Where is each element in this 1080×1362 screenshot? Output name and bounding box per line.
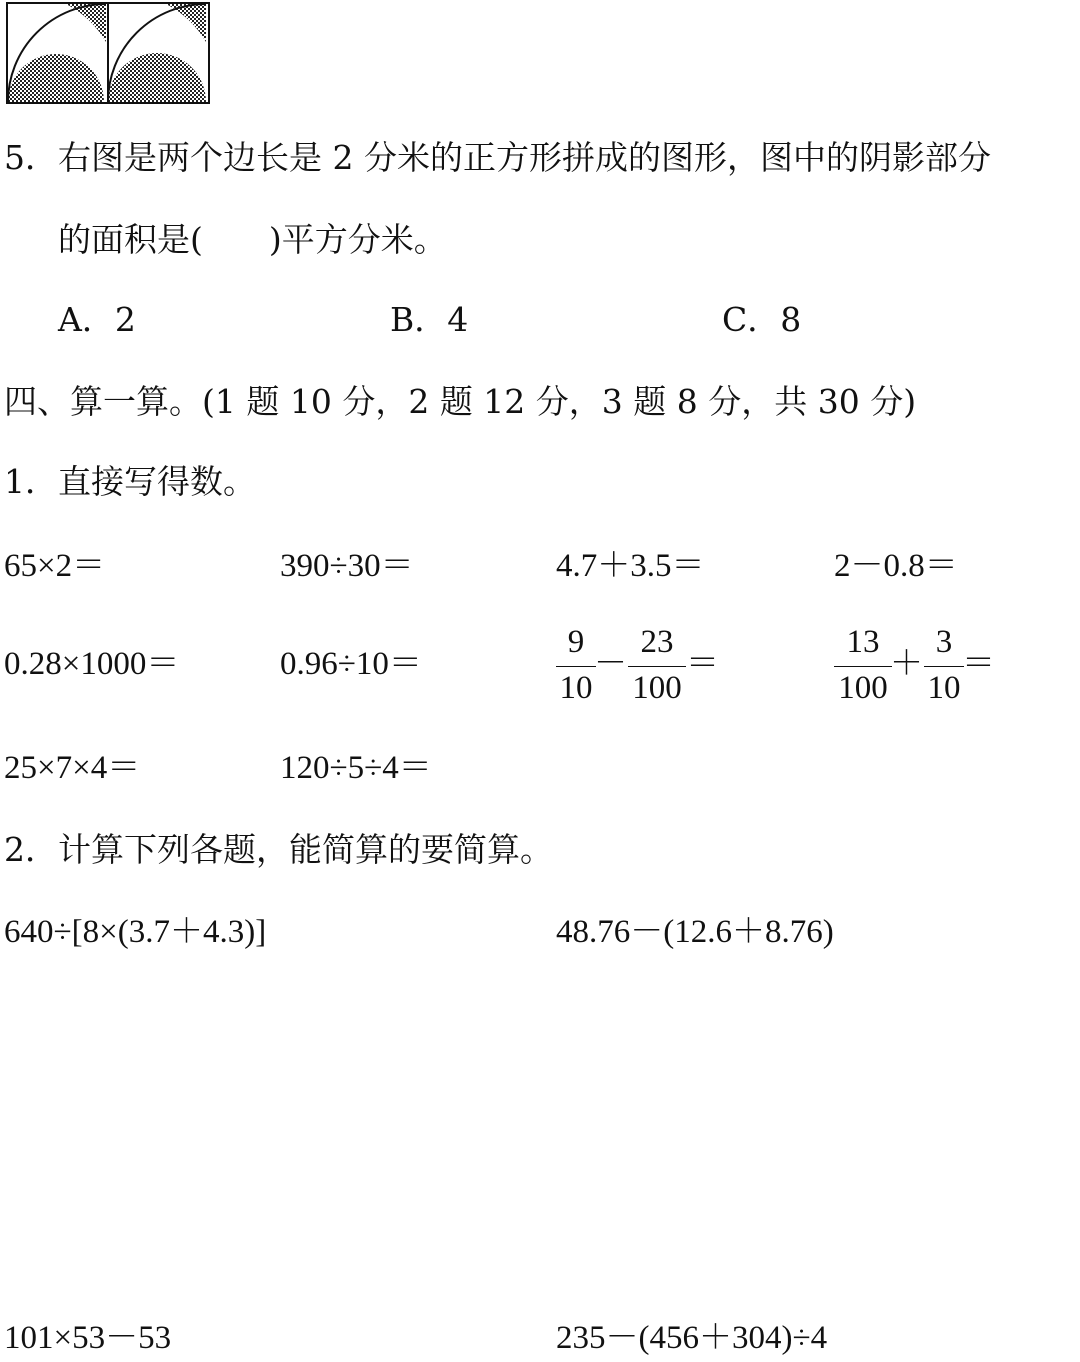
calc-3-1: 25×7×4＝ — [4, 750, 141, 786]
denominator: 10 — [559, 670, 593, 706]
plus-sign: ＋ — [890, 646, 923, 682]
q5-option-b: B．4 — [390, 300, 469, 339]
equals-sign: ＝ — [686, 646, 719, 682]
part-1-title: 1．直接写得数。 — [4, 462, 256, 501]
fraction-3-10 — [924, 624, 964, 714]
denominator: 100 — [838, 670, 888, 706]
denominator: 10 — [927, 670, 961, 706]
numerator: 23 — [640, 624, 674, 660]
expr-1: 640÷[8×(3.7＋4.3)] — [4, 914, 267, 950]
numerator: 3 — [935, 624, 953, 660]
expr-4: 235－(456＋304)÷4 — [556, 1320, 828, 1356]
numerator: 9 — [567, 624, 585, 660]
calc-1-4: 2－0.8＝ — [834, 548, 958, 584]
calc-2-2: 0.96÷10＝ — [280, 646, 422, 682]
calc-2-1: 0.28×1000＝ — [4, 646, 180, 682]
fraction-bar — [834, 666, 892, 667]
equals-sign: ＝ — [962, 646, 995, 682]
minus-sign: － — [594, 646, 627, 682]
calc-3-2: 120÷5÷4＝ — [280, 750, 432, 786]
q5-option-c: C．8 — [722, 300, 802, 339]
calc-1-2: 390÷30＝ — [280, 548, 414, 584]
q5-line2: 的面积是( )平方分米。 — [58, 220, 447, 259]
shaded-region-left — [8, 4, 106, 102]
fraction-9-10 — [556, 624, 596, 714]
fraction-bar — [924, 666, 964, 667]
fraction-23-100 — [628, 624, 686, 714]
denominator: 100 — [632, 670, 682, 706]
expr-3: 101×53－53 — [4, 1320, 172, 1356]
q5-line1: 5．右图是两个边长是 2 分米的正方形拼成的图形，图中的阴影部分 — [4, 138, 991, 177]
expr-2: 48.76－(12.6＋8.76) — [556, 914, 834, 950]
fraction-bar — [556, 666, 596, 667]
fraction-13-100 — [834, 624, 892, 714]
calc-1-1: 65×2＝ — [4, 548, 106, 584]
q5-option-a: A．2 — [58, 300, 136, 339]
section-4-title: 四、算一算。(1 题 10 分，2 题 12 分，3 题 8 分，共 30 分) — [4, 382, 917, 421]
numerator: 13 — [846, 624, 880, 660]
two-squares-figure — [6, 2, 210, 104]
part-2-title: 2．计算下列各题，能简算的要简算。 — [4, 830, 553, 869]
calc-1-3: 4.7＋3.5＝ — [556, 548, 705, 584]
fraction-bar — [628, 666, 686, 667]
shaded-region-right — [108, 4, 206, 102]
